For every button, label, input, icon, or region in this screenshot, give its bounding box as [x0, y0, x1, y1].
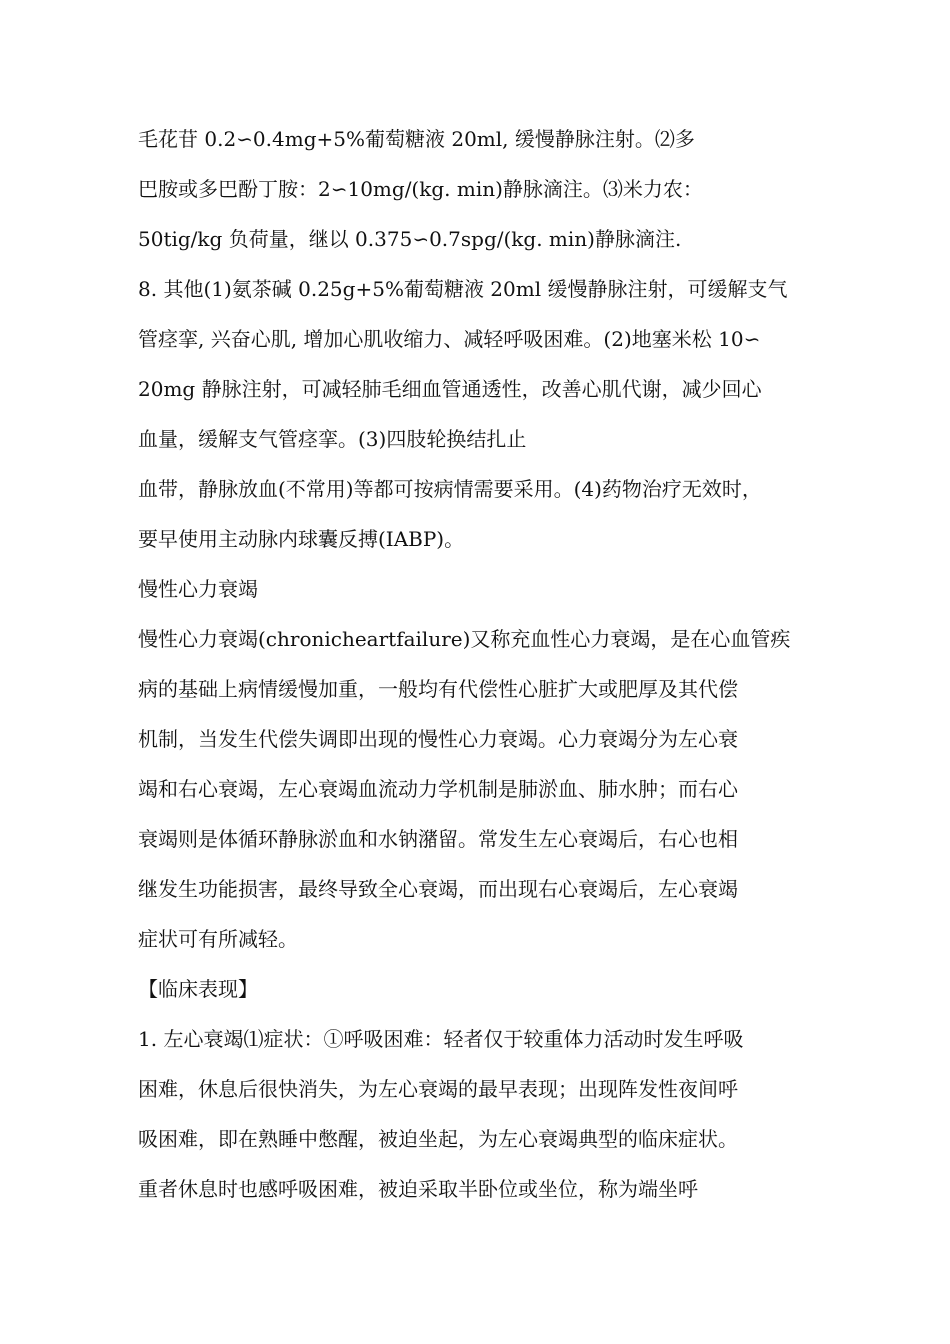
text-line: 困难，休息后很快消失，为左心衰竭的最早表现；出现阵发性夜间呼 — [138, 1077, 738, 1101]
text-line: 继发生功能损害，最终导致全心衰竭，而出现右心衰竭后，左心衰竭 — [138, 877, 738, 901]
text-line: 20mg 静脉注射，可减轻肺毛细血管通透性，改善心肌代谢，减少回心 — [138, 377, 762, 401]
text-line: 血带，静脉放血(不常用)等都可按病情需要采用。(4)药物治疗无效时， — [138, 477, 762, 501]
text-line: 要早使用主动脉内球囊反搏(IABP)。 — [138, 527, 465, 551]
text-line: 衰竭则是体循环静脉淤血和水钠潴留。常发生左心衰竭后，右心也相 — [138, 827, 738, 851]
text-line: 慢性心力衰竭(chronicheartfailure)又称充血性心力衰竭，是在心血管疾 — [138, 627, 791, 651]
text-line: 病的基础上病情缓慢加重，一般均有代偿性心脏扩大或肥厚及其代偿 — [138, 677, 738, 701]
text-line: 毛花苷 0.2∽0.4mg+5%葡萄糖液 20ml, 缓慢静脉注射。⑵多 — [138, 127, 695, 151]
section-heading: 【临床表现】 — [138, 977, 258, 1001]
text-line: 1. 左心衰竭⑴症状：①呼吸困难：轻者仅于较重体力活动时发生呼吸 — [138, 1027, 744, 1051]
text-line: 重者休息时也感呼吸困难，被迫采取半卧位或坐位，称为端坐呼 — [138, 1177, 698, 1201]
text-line: 巴胺或多巴酚丁胺：2∽10mg/(kg. min)静脉滴注。⑶米力农： — [138, 177, 703, 201]
text-line: 管痉挛, 兴奋心肌, 增加心肌收缩力、减轻呼吸困难。(2)地塞米松 10∽ — [138, 327, 761, 351]
text-line: 吸困难，即在熟睡中憋醒，被迫坐起，为左心衰竭典型的临床症状。 — [138, 1127, 738, 1151]
text-line: 50tig/kg 负荷量，继以 0.375∽0.7spg/(kg. min)静脉滴注. — [138, 227, 682, 251]
text-line: 8. 其他(1)氨茶碱 0.25g+5%葡萄糖液 20ml 缓慢静脉注射，可缓解支气 — [138, 277, 788, 301]
text-line: 血量，缓解支气管痉挛。(3)四肢轮换结扎止 — [138, 427, 527, 451]
text-line: 症状可有所减轻。 — [138, 927, 298, 951]
text-line: 竭和右心衰竭，左心衰竭血流动力学机制是肺淤血、肺水肿；而右心 — [138, 777, 738, 801]
section-heading: 慢性心力衰竭 — [138, 577, 258, 601]
text-line: 机制，当发生代偿失调即出现的慢性心力衰竭。心力衰竭分为左心衰 — [138, 727, 738, 751]
